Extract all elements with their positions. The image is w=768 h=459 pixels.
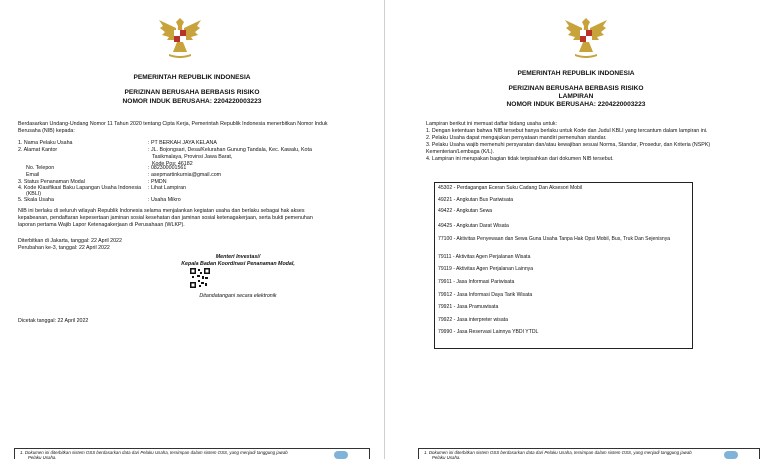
kbli-item: 49425 - Angkutan Darat Wisata: [438, 223, 509, 229]
print-date: Dicetak tanggal: 22 April 2022: [18, 318, 89, 324]
field-label-address: 2. Alamat Kantor: [18, 147, 58, 153]
appendix-note-2: 2. Pelaku Usaha dapat mengajukan pernyataan mandiri pemenuhan standar.: [426, 135, 607, 141]
garuda-emblem-icon: [563, 12, 609, 60]
appendix-footer-note-2: Pelaku Usaha.: [432, 455, 461, 459]
kbli-item: 79990 - Jasa Reservasi Lainnya YBDI YTDL: [438, 329, 539, 335]
kbli-item: 79111 - Aktivitas Agen Perjalanan Wisata: [438, 254, 531, 260]
field-value-scale: : Usaha Mikro: [148, 197, 181, 203]
field-label-investment: 3. Status Penanaman Modal: [18, 179, 85, 185]
kbli-item: 79922 - Jasa interpreter wisata: [438, 317, 508, 323]
field-value-address-2: Tasikmalaya, Provinsi Jawa Barat,: [152, 154, 233, 160]
field-value-address: : JL. Bojongsari, Desa/Kelurahan Gunung Tandala, Kec. Kawalu, Kota: [148, 147, 312, 153]
appendix-nib-number: NOMOR INDUK BERUSAHA: 2204220003223: [506, 101, 646, 108]
field-label-scale: 5. Skala Usaha: [18, 197, 54, 203]
field-label-kbli: 4. Kode Klasifikasi Baku Lapangan Usaha Indonesia: [18, 185, 142, 191]
kbli-item: 49422 - Angkutan Sewa: [438, 208, 493, 214]
field-value-name: : PT BERKAH JAYA KELANA: [148, 140, 217, 146]
oss-logo-icon: [724, 451, 738, 459]
kbli-item: 79911 - Jasa Informasi Pariwisata: [438, 279, 515, 285]
kbli-item: 79119 - Aktivitas Agen Perjalanan Lainnya: [438, 266, 534, 272]
kbli-item: 79921 - Jasa Pramuwisata: [438, 304, 499, 310]
nib-number: NOMOR INDUK BERUSAHA: 2204220003223: [122, 98, 262, 105]
electronic-signature-note: Ditandatangani secara elektronik: [199, 293, 277, 299]
appendix-intro: Lampiran berikut ini memuat daftar bidang usaha untuk:: [426, 121, 558, 127]
revision-date: Perubahan ke-3, tanggal: 22 April 2022: [18, 245, 110, 251]
intro-text: Berdasarkan Undang-Undang Nomor 11 Tahun 2020 tentang Cipta Kerja, Pemerintah Republik Indonesia menerbitkan Nomor Induk: [18, 121, 328, 127]
appendix-issuer-title: PEMERINTAH REPUBLIK INDONESIA: [517, 70, 635, 77]
field-value-investment: : PMDN: [148, 179, 167, 185]
issuer-title: PEMERINTAH REPUBLIK INDONESIA: [133, 74, 251, 81]
license-title: PERIZINAN BERUSAHA BERBASIS RISIKO: [124, 89, 260, 96]
qr-code-icon: [190, 268, 210, 288]
appendix-note-4: 4. Lampiran ini merupakan bagian tidak terpisahkan dari dokumen NIB tersebut.: [426, 156, 614, 162]
issued-date: Diterbitkan di Jakarta, tanggal: 22 April 2022: [18, 238, 122, 244]
field-label-email: Email: [26, 172, 40, 178]
signatory-title-2: Kepala Badan Koordinasi Penanaman Modal,: [181, 261, 295, 267]
field-label-phone: No. Telepon: [26, 165, 55, 171]
kbli-item: 49221 - Angkutan Bus Pariwisata: [438, 197, 514, 203]
appendix-license-title: PERIZINAN BERUSAHA BERBASIS RISIKO: [508, 85, 644, 92]
appendix-note-1: 1. Dengan ketentuan bahwa NIB tersebut hanya berlaku untuk Kode dan Judul KBLI yang tercantum dalam lampiran ini.: [426, 128, 708, 134]
kbli-item: 79912 - Jasa Informasi Daya Tarik Wisata: [438, 292, 533, 298]
appendix-note-3-cont: Kementerian/Lembaga (K/L).: [426, 149, 495, 155]
kbli-item: 77100 - Aktivitas Penyewaan dan Sewa Guna Usaha Tanpa Hak Opsi Mobil, Bus, Truk Dan Sejenisnya: [438, 236, 671, 242]
validity-paragraph-2: kepabeanan, pendaftaran kepesertaan jaminan sosial kesehatan dan jaminan sosial ketenagakerjaan, serta bukti pemenuhan: [18, 215, 313, 221]
appendix-footer-note: 1. Dokumen ini diterbitkan sistem OSS berdasarkan data dari Pelaku Usaha, tersimpan dalam sistem OSS, yang menjadi tanggung jawab: [424, 450, 692, 455]
appendix-note-3: 3. Pelaku Usaha wajib memenuhi persyaratan dan/atau kewajiban sesuai Norma, Standar, Prosedur, dan Kriteria (NSPK): [426, 142, 711, 148]
field-label-kbli-abbr: (KBLI): [26, 191, 42, 197]
footer-note: 1. Dokumen ini diterbitkan sistem OSS berdasarkan data dari Pelaku Usaha, tersimpan dalam sistem OSS, yang menjadi tanggung jawab: [20, 450, 288, 455]
field-value-kbli: : Lihat Lampiran: [148, 185, 186, 191]
kbli-item: 45302 - Perdagangan Eceran Suku Cadang Dan Aksesori Mobil: [438, 185, 583, 191]
kbli-list-box: [434, 182, 693, 349]
intro-text-cont: Berusaha (NIB) kepada:: [18, 128, 75, 134]
oss-logo-icon: [334, 451, 348, 459]
field-value-email: : asepmartinkurnia@gmail.com: [148, 172, 222, 178]
signatory-title: Menteri Investasi/: [215, 254, 261, 260]
footer-note-2: Pelaku Usaha.: [28, 455, 57, 459]
field-label-name: 1. Nama Pelaku Usaha: [18, 140, 73, 146]
field-value-phone: : 082300001561: [148, 165, 187, 171]
validity-paragraph-3: laporan pertama Wajib Lapor Ketenagakerjaan di Perusahaan (WLKP).: [18, 222, 185, 228]
appendix-label: LAMPIRAN: [558, 93, 594, 100]
garuda-emblem-icon: [157, 12, 203, 60]
validity-paragraph: NIB ini berlaku di seluruh wilayah Republik Indonesia selama menjalankan kegiatan usaha dan berlaku sebagai hak akses: [18, 208, 305, 214]
field-value-address-3: Kode Pos: 46182: [152, 161, 193, 167]
